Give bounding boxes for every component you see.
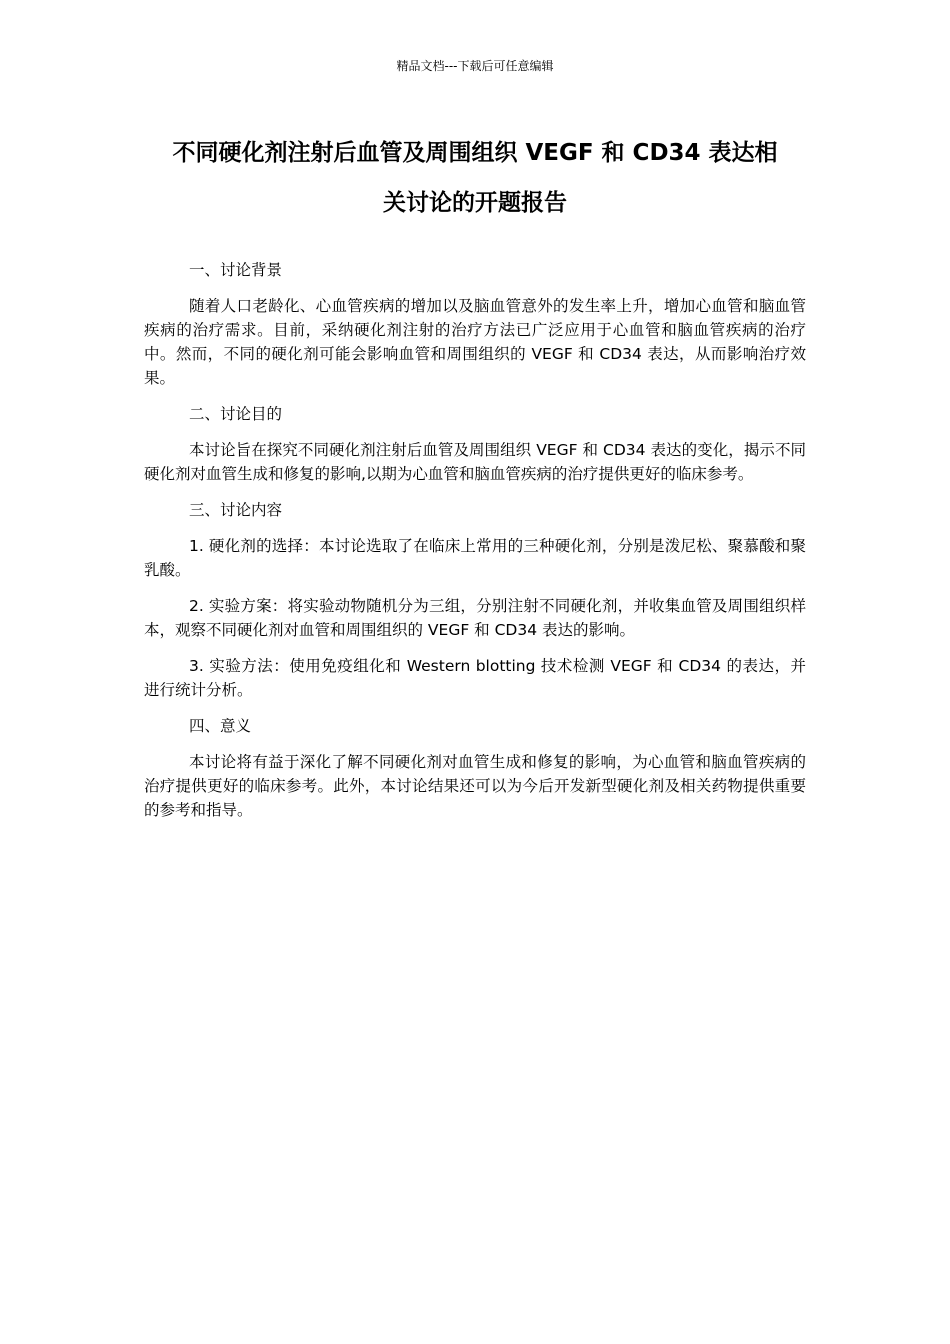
- title-line-1: 不同硬化剂注射后血管及周围组织 VEGF 和 CD34 表达相: [172, 140, 778, 166]
- section-heading-purpose: 二、讨论目的: [189, 405, 283, 423]
- content-item-1: 1. 硬化剂的选择：本讨论选取了在临床上常用的三种硬化剂，分别是泼尼松、聚慕酸和聚乳酸。: [144, 537, 806, 579]
- document-body: [144, 258, 806, 834]
- content-item-3: 3. 实验方法：使用免疫组化和 Western blotting 技术检测 VEGF 和 CD34 的表达，并进行统计分析。: [144, 657, 806, 699]
- header-note: 精品文档---下载后可任意编辑: [396, 59, 554, 73]
- purpose-paragraph: 本讨论旨在探究不同硬化剂注射后血管及周围组织 VEGF 和 CD34 表达的变化，揭示不同硬化剂对血管生成和修复的影响,以期为心血管和脑血管疾病的治疗提供更好的临床参考。: [144, 441, 806, 483]
- section-heading-significance: 四、意义: [189, 717, 252, 735]
- document-title: [125, 134, 825, 234]
- content-item-2: 2. 实验方案：将实验动物随机分为三组，分别注射不同硬化剂，并收集血管及周围组织样本，观察不同硬化剂对血管和周围组织的 VEGF 和 CD34 表达的影响。: [144, 597, 806, 639]
- section-heading-content: 三、讨论内容: [189, 501, 283, 519]
- title-line-2: 关讨论的开题报告: [383, 190, 567, 216]
- section-heading-background: 一、讨论背景: [189, 261, 283, 279]
- background-paragraph: 随着人口老龄化、心血管疾病的增加以及脑血管意外的发生率上升，增加心血管和脑血管疾病的治疗需求。目前，采纳硬化剂注射的治疗方法已广泛应用于心血管和脑血管疾病的治疗中。然而，不同的硬化剂可能会影响血管和周围组织的 VEGF 和 CD34 表达，从而影响治疗效果。: [144, 297, 806, 387]
- significance-paragraph: 本讨论将有益于深化了解不同硬化剂对血管生成和修复的影响，为心血管和脑血管疾病的治疗提供更好的临床参考。此外，本讨论结果还可以为今后开发新型硬化剂及相关药物提供重要的参考和指导。: [144, 753, 806, 819]
